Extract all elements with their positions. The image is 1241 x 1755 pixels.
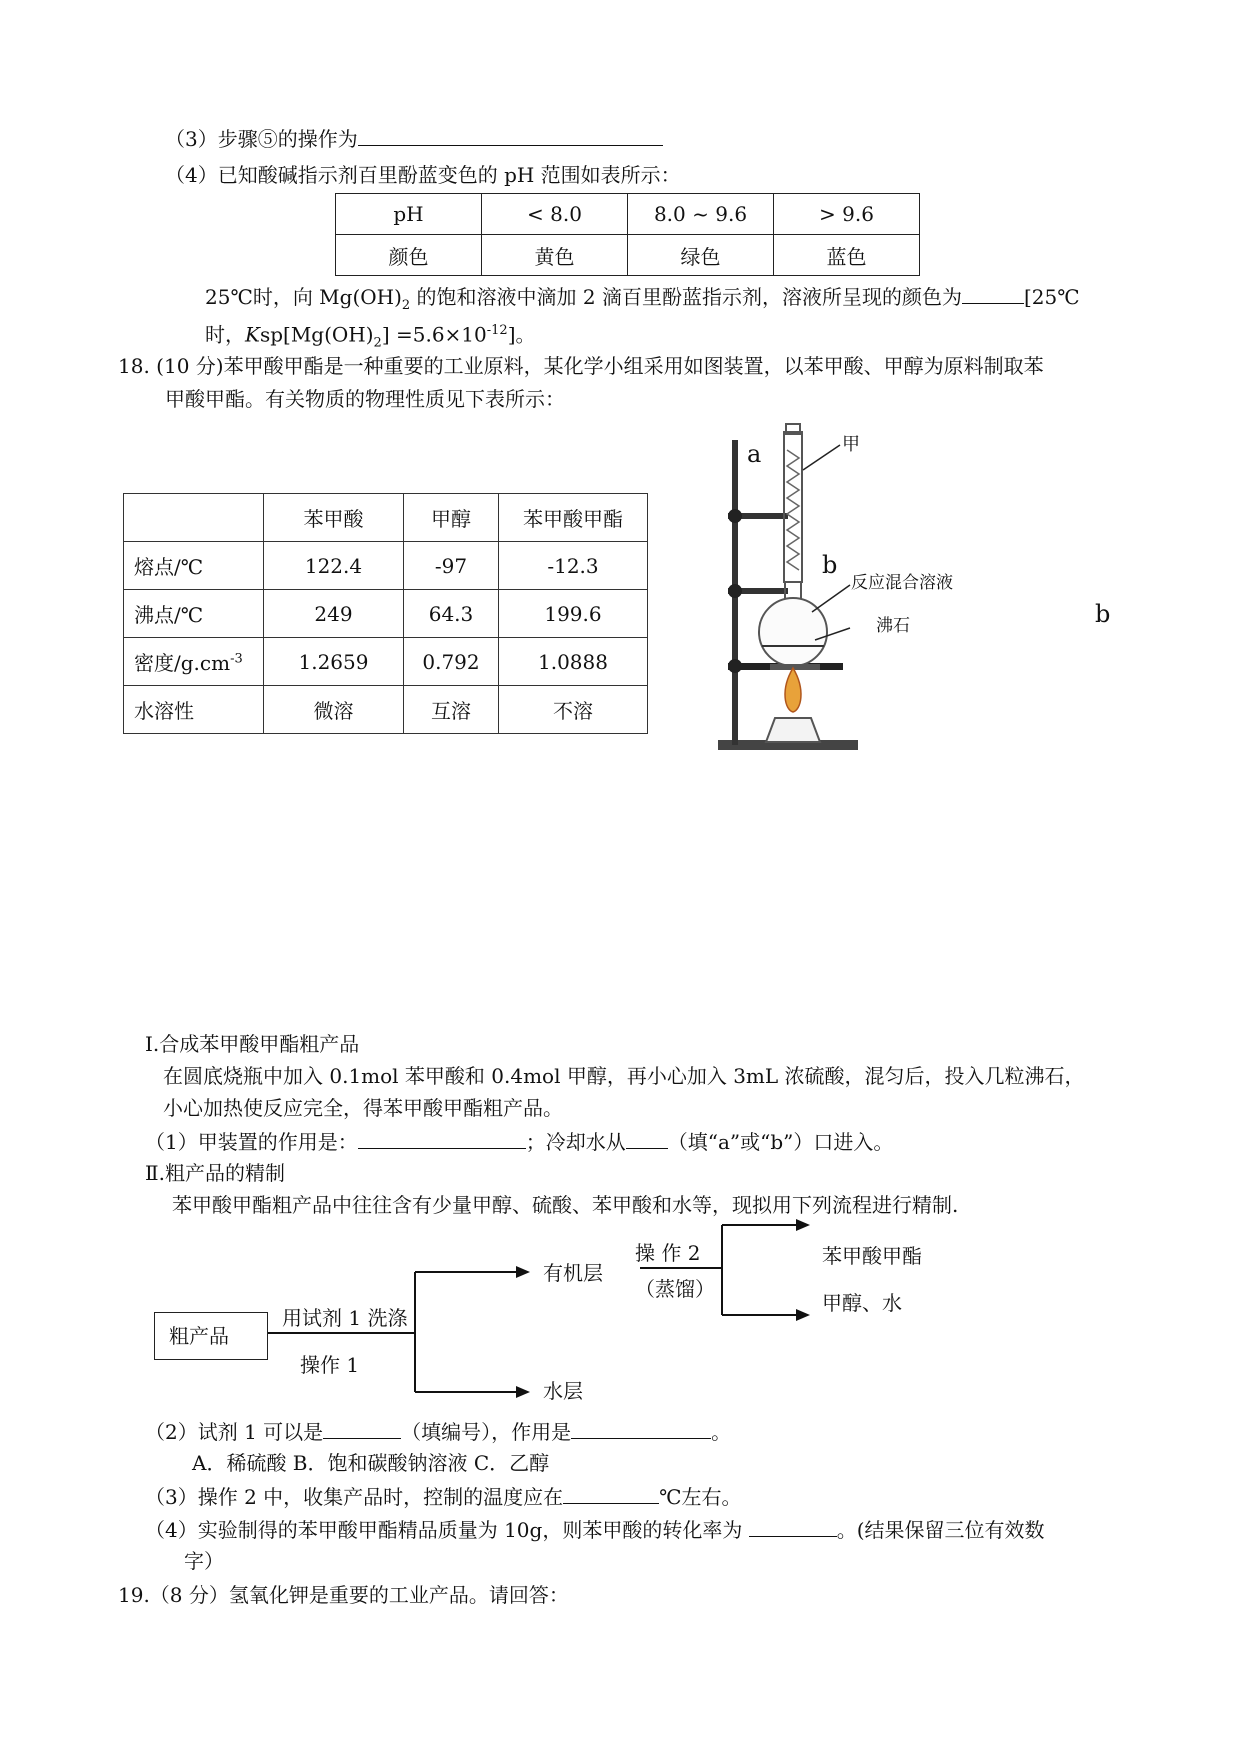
row-label: 熔点/℃: [124, 542, 264, 590]
table-cell: < 8.0: [482, 194, 628, 235]
flow-crude: 粗产品: [169, 1324, 229, 1348]
table-cell: 微溶: [264, 686, 404, 734]
q18-part2-options: A．稀硫酸 B．饱和碳酸钠溶液 C．乙醇: [192, 1451, 550, 1475]
q18-part3: （3）操作 2 中，收集产品时，控制的温度应在 ℃左右。: [145, 1485, 742, 1509]
table-header: 苯甲酸甲酯: [499, 494, 648, 542]
leader-line: [812, 585, 850, 612]
table-cell: -97: [404, 542, 499, 590]
table-cell: > 9.6: [774, 194, 920, 235]
q17-part4: （4）已知酸碱指示剂百里酚蓝变色的 pH 范围如表所示：: [165, 163, 681, 187]
answer-blank[interactable]: [563, 1483, 659, 1504]
flow-organic-layer: 有机层: [543, 1261, 603, 1285]
flow-aqueous-layer: 水层: [543, 1379, 583, 1403]
q17-line2: 时，$Ksp[Mg(OH)_2] =5.6\times 10^{-12}$]。: [205, 322, 536, 351]
section-2-title: Ⅱ.粗产品的精制: [145, 1161, 285, 1185]
section-1-title: Ⅰ.合成苯甲酸甲酯粗产品: [145, 1032, 360, 1056]
label-boiling-stone: 沸石: [876, 616, 910, 636]
table-cell: 1.0888: [499, 638, 648, 686]
table-header: 苯甲酸: [264, 494, 404, 542]
clamp-knob: [728, 509, 742, 523]
q19-intro: 19.（8 分）氢氧化钾是重要的工业产品。请回答：: [118, 1583, 569, 1607]
table-cell: 不溶: [499, 686, 648, 734]
arrow-head: [516, 1266, 530, 1278]
table-cell: 颜色: [336, 235, 482, 276]
row-label: 水溶性: [124, 686, 264, 734]
label-jia: 甲: [842, 434, 860, 455]
q18-intro-line1: 18. (10 分)苯甲酸甲酯是一种重要的工业原料，某化学小组采用如图装置，以苯甲酸、甲醇为原料制取苯: [118, 354, 1044, 378]
table-cell: 互溶: [404, 686, 499, 734]
arrow-head: [796, 1219, 810, 1231]
table-cell: 绿色: [628, 235, 774, 276]
q17-part3: （3）步骤⑤的操作为: [165, 125, 663, 152]
row-label: 密度$/g.cm^{-3}$: [124, 638, 264, 686]
arrow-head: [796, 1309, 810, 1321]
label-a: a: [747, 440, 762, 468]
table-cell: 黄色: [482, 235, 628, 276]
answer-blank[interactable]: [571, 1418, 711, 1439]
table-cell: 8.0 ~ 9.6: [628, 194, 774, 235]
row-label: 沸点/℃: [124, 590, 264, 638]
condenser-spiral: [787, 450, 799, 570]
answer-blank[interactable]: [626, 1128, 668, 1149]
flow-op1-label: 操作 1: [300, 1353, 360, 1377]
section-2-text: 苯甲酸甲酯粗产品中往往含有少量甲醇、硫酸、苯甲酸和水等，现拟用下列流程进行精制.: [172, 1193, 959, 1217]
wire-gauze: [770, 664, 820, 670]
flow-op2-label: 操 作 2: [635, 1241, 701, 1265]
section-1-text-line1: 在圆底烧瓶中加入 0.1mol 苯甲酸和 0.4mol 甲醇，再小心加入 3mL 浓硫酸，混匀后，投入几粒沸石，: [163, 1064, 1085, 1088]
table-cell: 122.4: [264, 542, 404, 590]
table-cell: 64.3: [404, 590, 499, 638]
table-cell: -12.3: [499, 542, 648, 590]
label-b-right: b: [1095, 600, 1111, 628]
q18-part4-cont: 字）: [184, 1549, 224, 1573]
q18-intro-line2: 甲酸甲酯。有关物质的物理性质见下表所示：: [165, 387, 565, 411]
flow-wash-label: 用试剂 1 洗涤: [282, 1306, 408, 1330]
answer-blank[interactable]: [323, 1418, 401, 1439]
table-cell: 蓝色: [774, 235, 920, 276]
alcohol-lamp: [766, 718, 820, 742]
flow-product: 苯甲酸甲酯: [822, 1244, 922, 1268]
clamp-knob: [728, 584, 742, 598]
leader-line: [803, 445, 840, 470]
crude-product-box: [154, 1312, 268, 1360]
section-1-text-line2: 小心加热使反应完全，得苯甲酸甲酯粗产品。: [163, 1096, 563, 1120]
table-cell: 199.6: [499, 590, 648, 638]
q18-part4: （4）实验制得的苯甲酸甲酯精品质量为 10g，则苯甲酸的转化率为 。(结果保留三位有效数: [145, 1518, 1045, 1542]
table-cell: 1.2659: [264, 638, 404, 686]
flame: [785, 668, 801, 712]
answer-blank[interactable]: [749, 1516, 837, 1537]
clamp-knob: [728, 659, 742, 673]
q18-part2: （2）试剂 1 可以是 （填编号），作用是 。: [145, 1420, 732, 1444]
q18-part1: （1）甲装置的作用是： ；冷却水从 （填“a”或“b”）口进入。: [145, 1130, 894, 1154]
table-header: 甲醇: [404, 494, 499, 542]
label-b: b: [822, 551, 838, 579]
flow-byproduct: 甲醇、水: [822, 1291, 902, 1315]
label-mixture: 反应混合溶液: [851, 573, 953, 593]
table-cell: pH: [336, 194, 482, 235]
table-cell: 249: [264, 590, 404, 638]
table-cell: 0.792: [404, 638, 499, 686]
arrow-head: [516, 1386, 530, 1398]
flow-distill-label: （蒸馏）: [635, 1277, 715, 1301]
answer-blank[interactable]: [358, 1128, 526, 1149]
q17-line1: 25℃时，向 $Mg(OH)_2$ 的饱和溶液中滴加 2 滴百里酚蓝指示剂，溶液所呈现的颜色为 [25℃: [205, 285, 1080, 313]
